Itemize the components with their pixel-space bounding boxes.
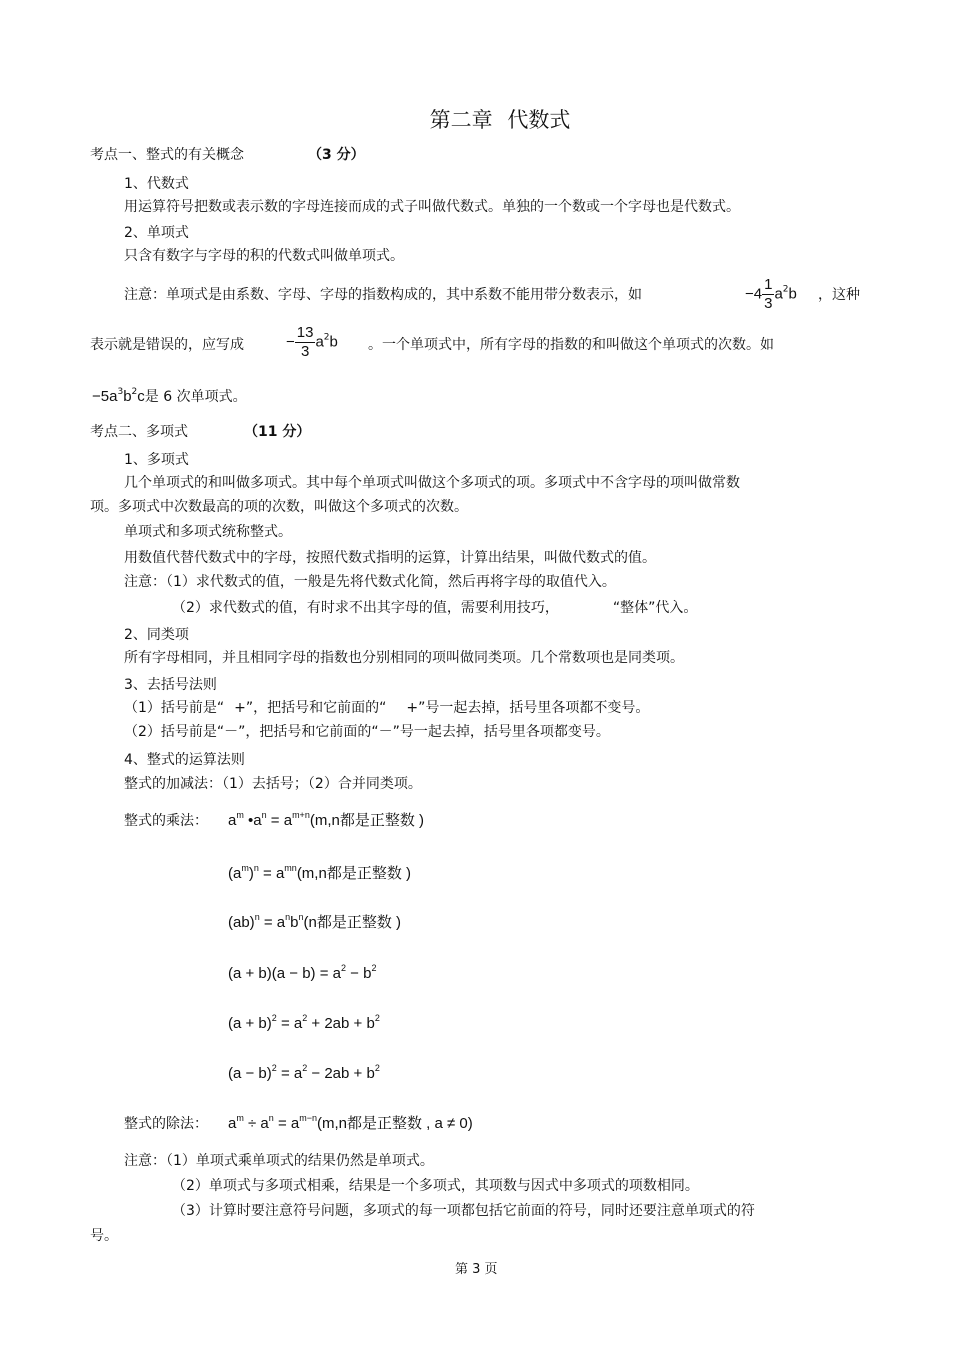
note-operations-1: 注意：（1）单项式乘单项式的结果仍然是单项式。 [124,1153,434,1169]
multiplication-label: 整式的乘法： [124,813,208,829]
note-degree-definition: 。一个单项式中，所有字母的指数的和叫做这个单项式的次数。如 [368,337,774,353]
note-operations-3-end: 号。 [90,1228,118,1244]
formula-power-of-product: $(ab)^n = a^nb^n(n$都是正整数 ) [228,912,402,931]
section-2-heading [90,423,310,441]
definition-like-terms: 所有字母相同，并且相同字母的指数也分别相同的项叫做同类项。几个常数项也是同类项。 [124,650,684,666]
fraction-thirteen-thirds: $\frac{13}{3}$ [296,324,314,360]
item-polynomial: 1、多项式 [124,452,189,468]
page-number: 第 3 页 [455,1262,498,1277]
formula-power-quotient: $a^m \div a^n = a^{m-n}(m,n$都是正整数 , a ≠ 0) [228,1113,473,1132]
note-monomial-coefficient: 注意：单项式是由系数、字母、字母的指数构成的，其中系数不能用带分数表示，如 [124,287,642,303]
note-wrong-form: 表示就是错误的，应写成 [90,337,244,353]
definition-integral-expression: 单项式和多项式统称整式。 [124,524,292,540]
example-mixed-fraction: −4 $\frac{1}{3}$ $a^2b$ [745,276,797,312]
chapter-title [0,104,956,134]
section-1-title: 考点一、整式的有关概念 [90,147,244,163]
definition-polynomial-2: 项。多项式中次数最高的项的次数，叫做这个多项式的次数。 [90,499,468,515]
definition-monomial: 只含有数字与字母的积的代数式叫做单项式。 [124,248,404,264]
section-1-score: （3 分） [308,147,365,163]
definition-expression-value: 用数值代替代数式中的字母，按照代数式指明的运算，计算出结果，叫做代数式的值。 [124,550,656,566]
example-degree: $-5a^3b^2c$是 6 次单项式。 [92,387,247,405]
bracket-rule-plus: （1）括号前是“ +”，把括号和它前面的“ +”号一起去掉，括号里各项都不变号。 [124,700,650,716]
chapter-name: 代数式 [507,108,571,132]
section-2-title: 考点二、多项式 [90,424,188,440]
rule-addition-subtraction: 整式的加减法：（1）去括号；（2）合并同类项。 [124,776,422,792]
section-1-heading [90,146,365,164]
item-monomial: 2、单项式 [124,225,189,241]
note-evaluation-1: 注意：（1）求代数式的值，一般是先将代数式化简，然后再将字母的取值代入。 [124,574,616,590]
item-bracket-rules: 3、去括号法则 [124,677,217,693]
section-2-score: （11 分） [244,424,311,440]
note-operations-3: （3）计算时要注意符号问题，多项式的每一项都包括它前面的符号，同时还要注意单项式的符 [172,1203,755,1219]
item-algebraic-expression: 1、代数式 [124,176,189,192]
note-operations-2: （2）单项式与多项式相乘，结果是一个多项式，其项数与因式中多项式的项数相同。 [172,1178,699,1194]
item-like-terms: 2、同类项 [124,627,189,643]
note-continuation: ，这种 [818,287,860,303]
division-label: 整式的除法： [124,1116,208,1132]
bracket-rule-minus: （2）括号前是“－”，把括号和它前面的“－”号一起去掉，括号里各项都变号。 [124,724,610,740]
example-improper-fraction: − $\frac{13}{3}$ $a^2b$ [286,324,338,360]
item-operation-rules: 4、整式的运算法则 [124,752,245,768]
formula-square-of-difference: $(a - b)^2 = a^2 - 2ab + b^2$ [228,1063,380,1082]
formula-difference-of-squares: $(a + b)(a - b) = a^2 - b^2$ [228,963,377,982]
formula-power-of-power: $(a^m)^n = a^{mn}(m,n$都是正整数 ) [228,863,411,882]
fraction-one-third: $\frac{1}{3}$ [764,276,773,312]
formula-power-product: $a^m$ $•a^n = a^{m+n}(m,n$都是正整数 ) [228,810,424,829]
chapter-number: 第二章 [429,108,493,132]
definition-algebraic-expression: 用运算符号把数或表示数的字母连接而成的式子叫做代数式。单独的一个数或一个字母也是代数式。 [124,199,740,215]
note-evaluation-2: （2）求代数式的值，有时求不出其字母的值，需要利用技巧， “整体”代入。 [172,600,698,616]
formula-square-of-sum: $(a + b)^2 = a^2 + 2ab + b^2$ [228,1013,380,1032]
definition-polynomial-1: 几个单项式的和叫做多项式。其中每个单项式叫做这个多项式的项。多项式中不含字母的项叫做常数 [124,475,740,491]
